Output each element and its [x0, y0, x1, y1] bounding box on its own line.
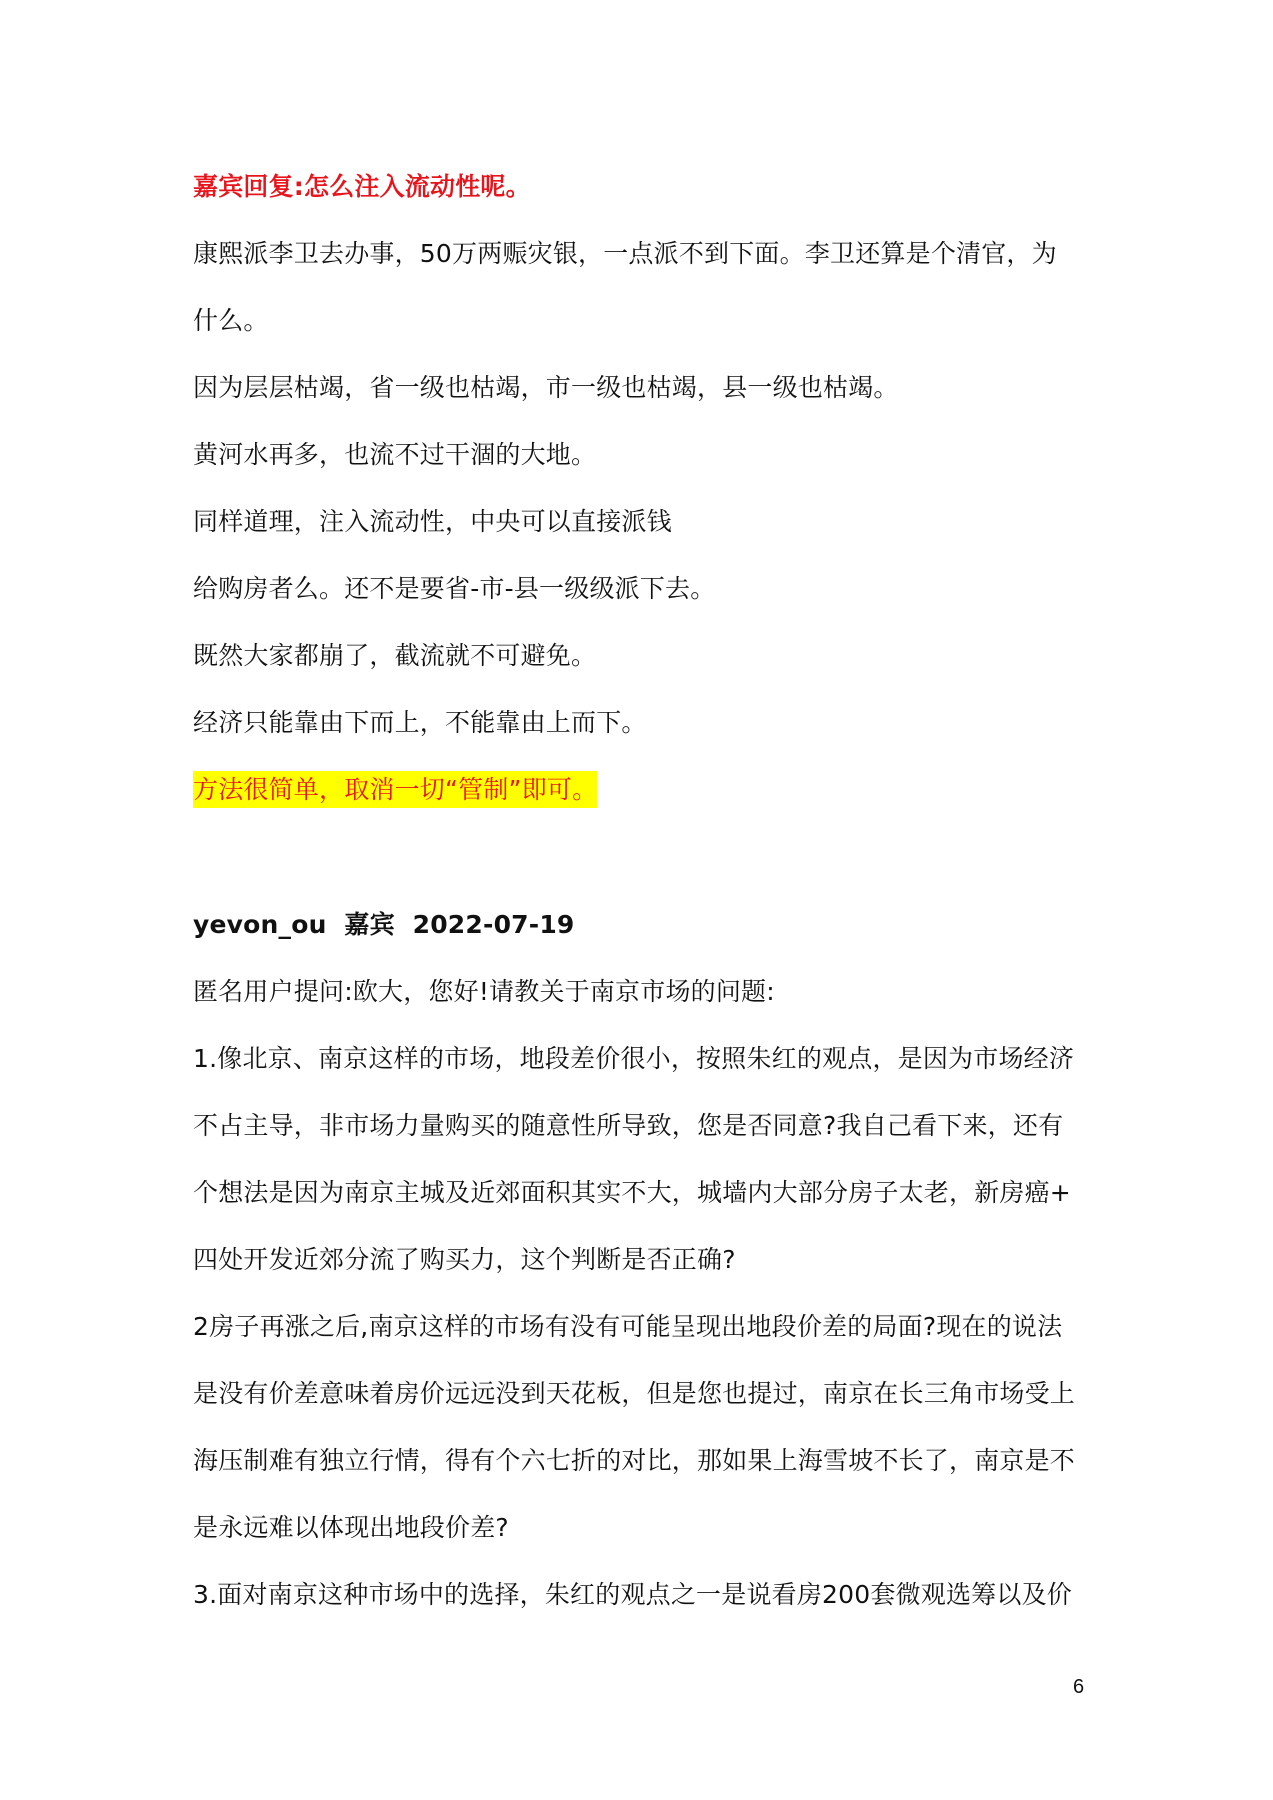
- post-line-6: 2房子再涨之后,南京这样的市场有没有可能呈现出地段价差的局面?现在的说法: [193, 1312, 1063, 1341]
- reply-line-3: 因为层层枯竭，省一级也枯竭，市一级也枯竭，县一级也枯竭。: [193, 373, 899, 402]
- post-line-3: 不占主导，非市场力量购买的随意性所导致，您是否同意?我自己看下来，还有: [193, 1111, 1064, 1140]
- reply-line-4: 黄河水再多，也流不过干涸的大地。: [193, 440, 597, 469]
- post-line-2: 1.像北京、南京这样的市场，地段差价很小，按照朱红的观点，是因为市场经济: [193, 1044, 1075, 1073]
- post-header: yevon_ou 嘉宾 2022-07-19: [193, 910, 575, 939]
- highlighted-conclusion: 方法很简单，取消一切“管制”即可。: [193, 771, 597, 808]
- post-line-9: 是永远难以体现出地段价差?: [193, 1513, 509, 1542]
- reply-line-7: 既然大家都崩了，截流就不可避免。: [193, 641, 597, 670]
- post-line-10: 3.面对南京这种市场中的选择，朱红的观点之一是说看房200套微观选筹以及价: [193, 1580, 1072, 1609]
- page-number: 6: [1073, 1676, 1085, 1698]
- reply-line-2: 什么。: [193, 306, 269, 335]
- post-line-1: 匿名用户提问:欧大，您好!请教关于南京市场的问题:: [193, 977, 775, 1006]
- post-line-4: 个想法是因为南京主城及近郊面积其实不大，城墙内大部分房子太老，新房癌+: [193, 1178, 1071, 1207]
- reply-line-1: 康熙派李卫去办事，50万两赈灾银，一点派不到下面。李卫还算是个清官，为: [193, 239, 1057, 268]
- reply-line-5: 同样道理，注入流动性，中央可以直接派钱: [193, 507, 672, 536]
- post-line-5: 四处开发近郊分流了购买力，这个判断是否正确?: [193, 1245, 736, 1274]
- post-line-8: 海压制难有独立行情，得有个六七折的对比，那如果上海雪坡不长了，南京是不: [193, 1446, 1076, 1475]
- reply-line-6: 给购房者么。还不是要省-市-县一级级派下去。: [193, 574, 716, 603]
- highlight-line-wrap: [193, 773, 597, 807]
- post-line-7: 是没有价差意味着房价远远没到天花板，但是您也提过，南京在长三角市场受上: [193, 1379, 1076, 1408]
- reply-line-8: 经济只能靠由下而上，不能靠由上而下。: [193, 708, 647, 737]
- reply-title: 嘉宾回复:怎么注入流动性呢。: [193, 172, 531, 201]
